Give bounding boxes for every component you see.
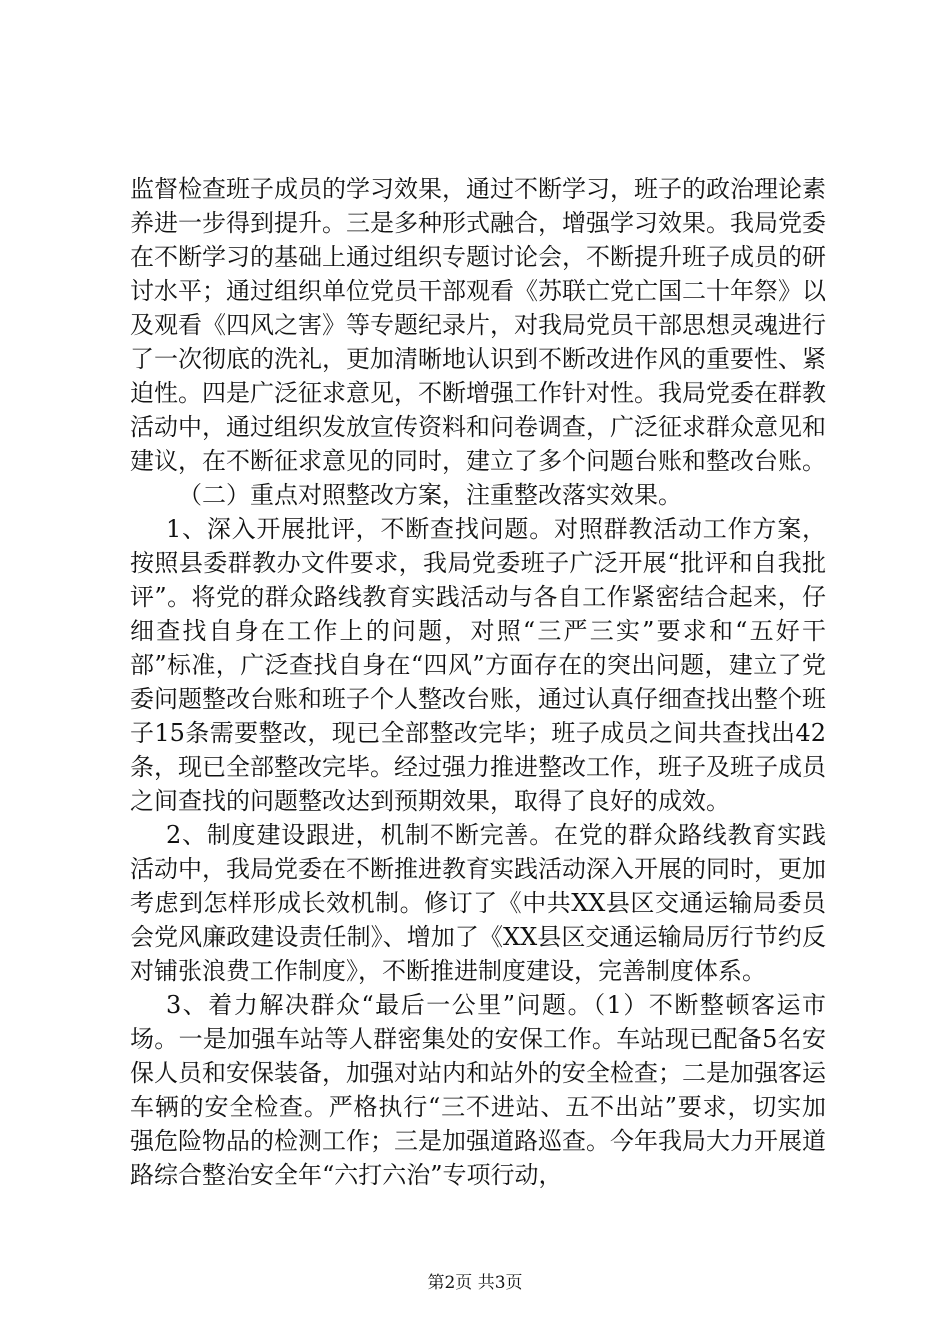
section-heading: （二）重点对照整改方案，注重整改落实效果。 bbox=[178, 481, 682, 509]
paragraph-item-3: 3、着力解决群众“最后一公里”问题。（1）不断整顿客运市场。一是加强车站等人群密集处的安保工作。车站现已配备5名安保人员和安保装备，加强对站内和站外的安全检查；二是加强客运车辆的安全检查。严格执行“三不进站、五不出站”要求，切实加强危险物品的检测工作；三是加强道路巡查。今年我局大力开展道路综合整治安全年“六打六治”专项行动， bbox=[130, 991, 826, 1189]
paragraph-item-2: 2、制度建设跟进，机制不断完善。在党的群众路线教育实践活动中，我局党委在不断推进教育实践活动深入开展的同时，更加考虑到怎样形成长效机制。修订了《中共XX县区交通运输局委员会党风廉政建设责任制》、增加了《XX县区交通运输局厉行节约反对铺张浪费工作制度》，不断推进制度建设，完善制度体系。 bbox=[130, 821, 826, 985]
page-footer: 第2页 共3页 bbox=[427, 1273, 523, 1293]
paragraph-item-1: 1、深入开展批评，不断查找问题。对照群教活动工作方案，按照县委群教办文件要求，我局党委班子广泛开展“批评和自我批评”。将党的群众路线教育实践活动与各自工作紧密结合起来，仔细查找自身在工作上的问题，对照“三严三实”要求和“五好干部”标准，广泛查找自身在“四风”方面存在的突出问题，建立了党委问题整改台账和班子个人整改台账，通过认真仔细查找出整个班子15条需要整改，现已全部整改完毕；班子成员之间共查找出42条，现已全部整改完毕。经过强力推进整改工作，班子及班子成员之间查找的问题整改达到预期效果，取得了良好的成效。 bbox=[130, 515, 826, 815]
paragraph-continued: 监督检查班子成员的学习效果，通过不断学习，班子的政治理论素养进一步得到提升。三是多种形式融合，增强学习效果。我局党委在不断学习的基础上通过组织专题讨论会，不断提升班子成员的研讨水平；通过组织单位党员干部观看《苏联亡党亡国二十年祭》以及观看《四风之害》等专题纪录片，对我局党员干部思想灵魂进行了一次彻底的洗礼，更加清晰地认识到不断改进作风的重要性、紧迫性。四是广泛征求意见，不断增强工作针对性。我局党委在群教活动中，通过组织发放宣传资料和问卷调查，广泛征求群众意见和建议，在不断征求意见的同时，建立了多个问题台账和整改台账。 bbox=[130, 175, 826, 475]
document-body bbox=[130, 172, 826, 1192]
